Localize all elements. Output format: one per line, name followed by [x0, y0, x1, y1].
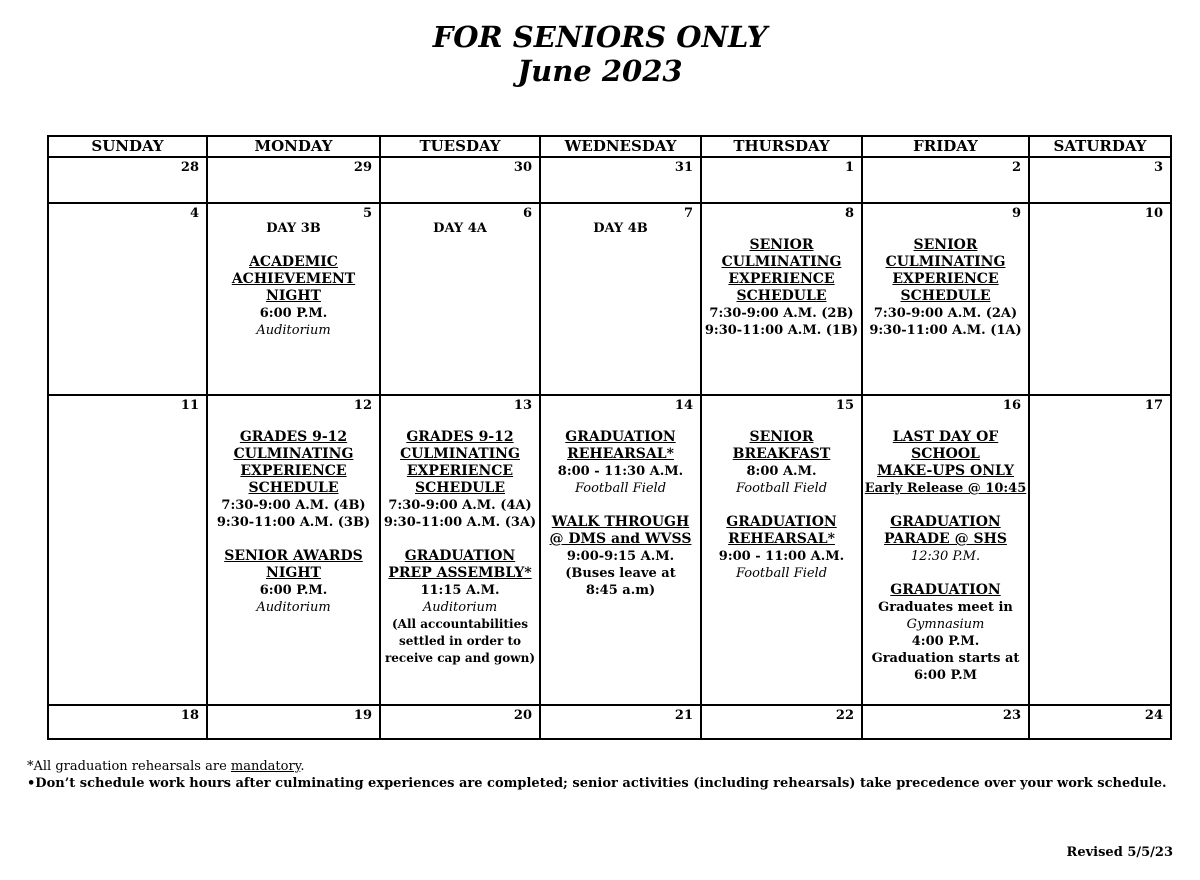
rotation-day-label: DAY 4A — [433, 221, 487, 236]
day-cell — [1029, 705, 1171, 739]
weekday-header: MONDAY — [207, 136, 380, 157]
day-number: 12 — [353, 398, 372, 413]
day-number: 31 — [674, 160, 693, 175]
week-row — [48, 705, 1171, 739]
event-time: 12:30 P.M. — [910, 549, 981, 564]
event-title: CULMINATING — [885, 254, 1006, 270]
weekday-header: SUNDAY — [48, 136, 207, 157]
weekday-header: WEDNESDAY — [540, 136, 701, 157]
day-cell — [48, 395, 207, 705]
event-location: Football Field — [574, 481, 667, 496]
event-title: REHEARSAL* — [728, 531, 835, 547]
event-time: 7:30-9:00 A.M. (4A) — [388, 498, 532, 513]
event-title: REHEARSAL* — [567, 446, 674, 462]
footnote-work-schedule: •Don’t schedule work hours after culminating experiences are completed; senior activities (including rehearsals) take precedence over your work schedule. — [27, 776, 1167, 791]
day-number: 13 — [513, 398, 532, 413]
event-location: Football Field — [735, 481, 828, 496]
event-title: ACHIEVEMENT — [231, 271, 356, 287]
day-number: 30 — [513, 160, 532, 175]
day-number: 19 — [353, 708, 372, 723]
event-title: GRADUATION — [890, 582, 1001, 598]
day-cell — [540, 157, 701, 203]
day-number: 18 — [180, 708, 199, 723]
week-row — [48, 157, 1171, 203]
page-title: FOR SENIORS ONLY — [432, 20, 768, 54]
event-block — [208, 396, 379, 616]
event-title: GRADUATION — [726, 514, 837, 530]
event-title: SCHOOL — [911, 446, 980, 462]
day-number: 2 — [1011, 160, 1021, 175]
day-cell — [380, 157, 540, 203]
event-title: SENIOR — [749, 237, 814, 253]
day-cell — [380, 203, 540, 395]
event-time: 9:00-9:15 A.M. — [566, 549, 675, 564]
day-number: 17 — [1144, 398, 1163, 413]
event-note: (All accountabilities — [391, 617, 528, 631]
footnote-text: . — [300, 759, 305, 774]
event-time: 9:30-11:00 A.M. (1A) — [869, 323, 1022, 338]
event-title: CULMINATING — [400, 446, 520, 462]
weekday-header: TUESDAY — [380, 136, 540, 157]
event-detail: Graduation starts at — [871, 651, 1020, 666]
event-title: GRADUATION — [565, 429, 676, 445]
day-cell — [207, 395, 380, 705]
event-block — [863, 204, 1028, 339]
day-cell — [862, 395, 1029, 705]
event-title: GRADES 9-12 — [406, 429, 514, 445]
event-title: EXPERIENCE — [892, 271, 999, 287]
event-title: @ DMS and WVSS — [549, 531, 692, 547]
event-block — [702, 396, 861, 582]
page-subtitle-month: June 2023 — [517, 54, 683, 88]
calendar-grid — [47, 135, 1172, 740]
early-release-note: Early Release @ 10:45 — [864, 481, 1027, 496]
event-title: ACADEMIC — [249, 254, 338, 270]
event-title: EXPERIENCE — [728, 271, 835, 287]
event-title: BREAKFAST — [732, 446, 831, 462]
event-location: Gymnasium — [906, 617, 985, 632]
day-cell — [207, 157, 380, 203]
day-cell — [862, 203, 1029, 395]
event-block — [863, 396, 1028, 684]
weekday-header: SATURDAY — [1029, 136, 1171, 157]
day-number: 24 — [1144, 708, 1163, 723]
day-number: 4 — [189, 206, 199, 221]
day-number: 6 — [522, 206, 532, 221]
day-number: 29 — [353, 160, 372, 175]
day-cell — [48, 705, 207, 739]
weekday-header: FRIDAY — [862, 136, 1029, 157]
day-cell — [701, 203, 862, 395]
event-time: 7:30-9:00 A.M. (4B) — [221, 498, 366, 513]
weekday-header-row — [48, 136, 1171, 157]
event-detail: Graduates meet in — [878, 600, 1013, 615]
event-title: MAKE-UPS ONLY — [877, 463, 1014, 479]
event-title: GRADUATION — [404, 548, 516, 564]
event-note: 8:45 a.m) — [585, 583, 656, 598]
event-title: NIGHT — [266, 288, 321, 304]
day-cell — [207, 203, 380, 395]
event-block — [541, 396, 700, 599]
day-cell — [862, 157, 1029, 203]
day-number: 9 — [1011, 206, 1021, 221]
event-title: SCHEDULE — [248, 480, 339, 496]
day-cell — [701, 395, 862, 705]
event-time: 7:30-9:00 A.M. (2A) — [873, 306, 1018, 321]
footnote-emphasis: mandatory — [230, 759, 301, 774]
event-time: 6:00 P.M. — [259, 583, 328, 598]
event-block — [381, 396, 539, 667]
event-location: Auditorium — [256, 600, 331, 615]
event-title: SCHEDULE — [414, 480, 505, 496]
week-row — [48, 395, 1171, 705]
footnote-mandatory — [27, 758, 304, 775]
event-block — [702, 204, 861, 339]
event-time: 9:30-11:00 A.M. (1B) — [704, 323, 859, 338]
footnote-text: *All graduation rehearsals are — [27, 759, 231, 774]
event-title: SENIOR — [749, 429, 814, 445]
event-time: 8:00 - 11:30 A.M. — [557, 464, 684, 479]
event-time: 6:00 P.M. — [259, 306, 328, 321]
day-cell — [701, 705, 862, 739]
day-number: 7 — [683, 206, 693, 221]
event-title: EXPERIENCE — [240, 463, 347, 479]
event-note: (Buses leave at — [565, 566, 676, 581]
day-number: 22 — [835, 708, 854, 723]
event-title: SCHEDULE — [900, 288, 991, 304]
event-block — [208, 204, 379, 339]
event-location: Auditorium — [422, 600, 498, 615]
event-title: NIGHT — [266, 565, 321, 581]
event-title: LAST DAY OF — [892, 429, 999, 445]
week-row — [48, 203, 1171, 395]
day-number: 21 — [674, 708, 693, 723]
event-note: settled in order to — [398, 634, 522, 648]
day-number: 20 — [513, 708, 532, 723]
day-number: 11 — [180, 398, 199, 413]
day-number: 10 — [1144, 206, 1163, 221]
event-title: SENIOR — [913, 237, 978, 253]
day-cell — [207, 705, 380, 739]
event-time: 8:00 A.M. — [746, 464, 817, 479]
rotation-day-label: DAY 4B — [593, 221, 648, 236]
day-cell — [540, 705, 701, 739]
rotation-day-label: DAY 3B — [266, 221, 321, 236]
event-title: SENIOR AWARDS — [224, 548, 363, 564]
day-cell — [540, 395, 701, 705]
event-title: PARADE @ SHS — [884, 531, 1007, 547]
day-number: 23 — [1002, 708, 1021, 723]
day-cell — [1029, 395, 1171, 705]
day-cell — [48, 203, 207, 395]
event-title: CULMINATING — [233, 446, 354, 462]
event-block — [381, 204, 539, 237]
event-time: 4:00 P.M. — [911, 634, 980, 649]
event-time: 9:00 - 11:00 A.M. — [718, 549, 845, 564]
event-title: GRADUATION — [890, 514, 1001, 530]
day-number: 14 — [674, 398, 693, 413]
day-cell — [380, 395, 540, 705]
event-time: 9:30-11:00 A.M. (3A) — [383, 515, 537, 530]
event-location: Auditorium — [256, 323, 331, 338]
day-number: 28 — [180, 160, 199, 175]
event-title: SCHEDULE — [736, 288, 827, 304]
day-cell — [540, 203, 701, 395]
event-note: receive cap and gown) — [384, 651, 536, 665]
weekday-header: THURSDAY — [701, 136, 862, 157]
event-title: PREP ASSEMBLY* — [388, 565, 532, 581]
day-number: 3 — [1153, 160, 1163, 175]
day-cell — [1029, 203, 1171, 395]
day-cell — [701, 157, 862, 203]
day-number: 16 — [1002, 398, 1021, 413]
day-cell — [48, 157, 207, 203]
event-title: WALK THROUGH — [551, 514, 690, 530]
day-cell — [380, 705, 540, 739]
event-time: 6:00 P.M — [913, 668, 977, 683]
event-time: 11:15 A.M. — [420, 583, 500, 598]
day-cell — [862, 705, 1029, 739]
event-block — [541, 204, 700, 237]
day-cell — [1029, 157, 1171, 203]
event-time: 7:30-9:00 A.M. (2B) — [709, 306, 854, 321]
event-time: 9:30-11:00 A.M. (3B) — [216, 515, 371, 530]
day-number: 8 — [844, 206, 854, 221]
event-title: CULMINATING — [721, 254, 842, 270]
day-number: 1 — [844, 160, 854, 175]
day-number: 5 — [362, 206, 372, 221]
day-number: 15 — [835, 398, 854, 413]
event-title: GRADES 9-12 — [239, 429, 348, 445]
event-location: Football Field — [735, 566, 828, 581]
event-title: EXPERIENCE — [406, 463, 514, 479]
revised-date: Revised 5/5/23 — [1066, 845, 1173, 860]
